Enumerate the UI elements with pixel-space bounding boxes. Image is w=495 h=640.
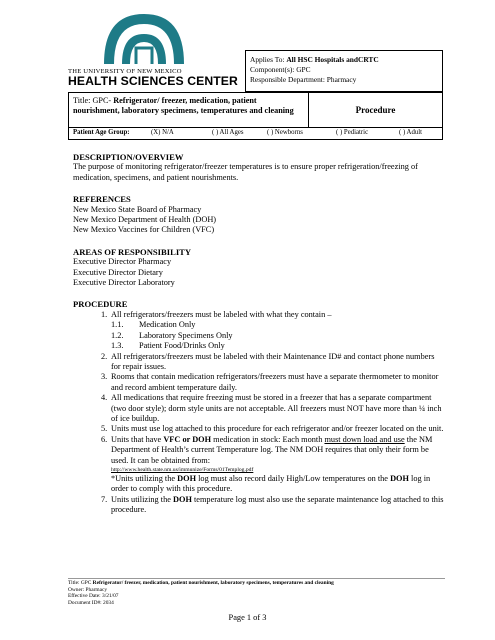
procedure-step <box>101 352 445 373</box>
step-text: the NM Department of Health’s current Temperature log. The NM DOH requires that only their form be used. It can be obtained from: <box>111 434 433 465</box>
procedure-step <box>101 393 445 424</box>
reference-item: New Mexico State Board of Pharmacy <box>73 204 202 214</box>
unm-logo-icon <box>96 8 192 66</box>
age-option-newborns: ( ) Newborns <box>267 129 303 136</box>
doh-templog-link[interactable]: http://www.health.state.nm.us/immunize/Forms/01Templog.pdf <box>111 466 254 473</box>
age-option-adult: ( ) Adult <box>399 129 423 136</box>
procedure-substep <box>111 341 445 351</box>
procedure-step <box>101 424 445 434</box>
procedure-step <box>101 310 445 352</box>
step-number: 2. <box>101 351 108 361</box>
responsibility-item: Executive Director Pharmacy <box>73 257 172 267</box>
overview-text: The purpose of monitoring refrigerator/freezer temperatures is to ensure proper refrigeration/freezing of medication, specimens, and patient nourishments. <box>73 162 418 182</box>
university-name: THE UNIVERSITY OF NEW MEXICO <box>68 68 182 75</box>
substep-text: Patient Food/Drinks Only <box>139 341 225 351</box>
step-text-bold: VFC or DOH <box>163 434 212 444</box>
procedure-list <box>101 310 445 516</box>
substep-text: Laboratory Specimens Only <box>139 330 233 340</box>
component-value: GPC <box>296 65 311 74</box>
procedure-step <box>101 435 445 495</box>
step-text: Units that have <box>111 434 164 444</box>
applies-to-box <box>245 50 443 92</box>
age-group-label: Patient Age Group: <box>73 129 130 136</box>
step-text: All medications that require freezing must be stored in a freezer that has a separate compartment (two door style); dorm style units are not acceptable. All freezers must NOT have more than ¼ inch of ice buildup. <box>111 393 442 423</box>
step-note-bold: DOH <box>390 473 409 483</box>
document-body <box>73 152 445 516</box>
overview-heading: DESCRIPTION/OVERVIEW <box>73 152 184 162</box>
page-number: Page 1 of 3 <box>228 613 267 622</box>
references-heading: REFERENCES <box>73 194 131 205</box>
title-text: Refrigerator/ freezer, medication, patient nourishment, laboratory specimens, temperatures and cleaning <box>73 96 294 115</box>
unm-hsc-logo <box>68 8 244 88</box>
reference-item: New Mexico Vaccines for Children (VFC) <box>73 225 215 235</box>
step-note: *Units utilizing the <box>111 473 178 483</box>
responsibility-item: Executive Director Dietary <box>73 267 163 277</box>
step-text: temperature log must also use the separate maintenance log attached to this procedure. <box>111 494 444 515</box>
page-footer <box>68 580 448 606</box>
title-label: Title: GPC- <box>73 96 114 105</box>
substep-text: Medication Only <box>139 320 196 330</box>
age-option-pediatric: ( ) Pediatric <box>336 129 369 136</box>
step-text: All refrigerators/freezers must be labeled with what they contain – <box>111 309 332 319</box>
component-label: Component(s): <box>250 65 297 74</box>
step-text: Rooms that contain medication refrigerators/freezers must have a separate thermometer to monitor and record ambient temperature daily. <box>111 372 439 392</box>
patient-age-group-row <box>68 128 443 140</box>
document-type: Procedure <box>355 105 396 115</box>
procedure-heading: PROCEDURE <box>73 299 128 310</box>
step-note: log must also record daily High/Low temperatures on the <box>196 473 391 483</box>
step-text: Units must use log attached to this procedure for each refrigerator and/or freezer located on the unit. <box>111 424 444 434</box>
responsibility-heading: AREAS OF RESPONSIBILITY <box>73 246 192 257</box>
step-note: log in order to comply with this procedure. <box>111 473 431 494</box>
procedure-substep <box>111 320 445 330</box>
health-sciences-center-name: HEALTH SCIENCES CENTER <box>68 74 238 88</box>
applies-label: Applies To: <box>250 55 287 64</box>
step-number: 7. <box>101 494 108 504</box>
step-number: 3. <box>101 372 108 382</box>
document-title <box>69 93 309 127</box>
responsibility-item: Executive Director Laboratory <box>73 278 175 288</box>
procedure-step <box>101 372 445 393</box>
step-text-bold: DOH <box>173 494 192 504</box>
step-number: 5. <box>101 424 108 434</box>
footer-effective-date: Effective Date: 3/21/07 <box>68 593 119 600</box>
footer-document-id: Document ID#: 2034 <box>68 599 114 606</box>
footer-title-text: Refrigerator/ freezer, medication, patient nourishment, laboratory specimens, temperatures and cleaning <box>92 580 334 586</box>
step-text-underlined: must down load and use <box>324 434 405 444</box>
step-text: All refrigerators/freezers must be labeled with their Maintenance ID# and contact phone numbers for repair issues. <box>111 351 435 371</box>
step-text: Units utilizing the <box>111 494 173 504</box>
age-option-all-ages: ( ) All Ages <box>212 129 244 136</box>
department-label: Responsible Department: <box>250 75 327 84</box>
step-number: 4. <box>101 393 108 403</box>
footer-title-label: Title: GPC <box>68 580 93 586</box>
substep-number: 1.3. <box>111 341 124 351</box>
substep-number: 1.2. <box>111 330 124 340</box>
step-text: medication in stock: Each month <box>211 434 325 444</box>
age-option-na: (X) N/A <box>151 129 174 136</box>
footer-divider <box>68 578 445 579</box>
department-value: Pharmacy <box>326 75 357 84</box>
procedure-sublist <box>111 320 445 351</box>
procedure-step <box>101 495 445 516</box>
footer-owner: Owner: Pharmacy <box>68 586 108 593</box>
procedure-substep <box>111 331 445 341</box>
step-number: 1. <box>101 309 108 319</box>
step-note-bold: DOH <box>177 473 197 483</box>
reference-item: New Mexico Department of Health (DOH) <box>73 215 217 225</box>
title-box <box>68 92 443 128</box>
step-number: 6. <box>101 434 108 444</box>
applies-value: All HSC Hospitals andCRTC <box>286 55 379 64</box>
substep-number: 1.1. <box>111 320 124 330</box>
